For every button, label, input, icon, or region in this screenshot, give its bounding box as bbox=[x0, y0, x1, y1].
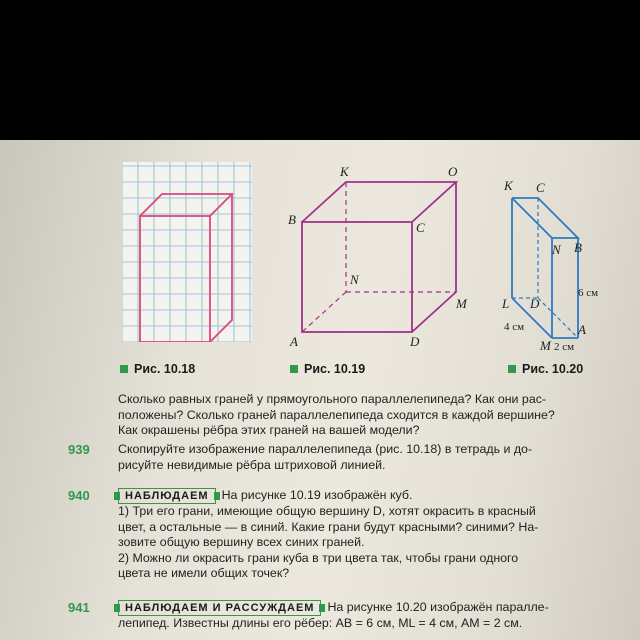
vertex-a: A bbox=[290, 334, 298, 349]
vertex-n: N bbox=[350, 272, 359, 287]
badge-observe-reason: НАБЛЮДАЕМ И РАССУЖДАЕМ bbox=[118, 600, 321, 616]
caption-10-19: Рис. 10.19 bbox=[290, 362, 365, 376]
caption-marker-icon bbox=[120, 365, 128, 373]
task-940-text: НАБЛЮДАЕМ На рисунке 10.19 изображён куб. 1) Три его грани, имеющие общую вершину D, хотят окрасить в красный цвет, а остальные — в синий. Какие грани будут красными? синими? На- зовите общую вершину всех синих граней. 2) Можно ли окрасить грани куба в три цвета так, чтобы грани одного цвета не имели общих точек? bbox=[118, 488, 539, 580]
vertex-n: N bbox=[552, 242, 561, 257]
edge-ab-length: 6 см bbox=[578, 287, 599, 299]
figure-10-18 bbox=[122, 162, 252, 342]
vertex-o: O bbox=[448, 164, 458, 179]
vertex-b: B bbox=[574, 240, 582, 255]
vertex-b: B bbox=[288, 212, 296, 227]
vertex-m: M bbox=[456, 296, 467, 311]
task-940-number: 940 bbox=[68, 488, 90, 503]
vertex-c: C bbox=[536, 180, 545, 195]
task-939-text: Скопируйте изображение параллелепипеда (рис. 10.18) в тетрадь и до- рисуйте невидимые рёбра штриховой линией. bbox=[118, 442, 533, 472]
caption-10-18: Рис. 10.18 bbox=[120, 362, 195, 376]
caption-marker-icon bbox=[290, 365, 298, 373]
intro-question: Сколько равных граней у прямоугольного параллелепипеда? Как они рас- положены? Сколько граней параллелепипеда сходится в каждой вершине? Как окрашены рёбра этих граней на вашей модели? bbox=[118, 392, 555, 437]
vertex-k: K bbox=[504, 178, 513, 193]
task-941-text: НАБЛЮДАЕМ И РАССУЖДАЕМ На рисунке 10.20 изображён паралле- лепипед. Известны длины его рёбер: AB = 6 см, ML = 4 см, AM = 2 см. bbox=[118, 600, 549, 630]
edge-ml-length: 4 см bbox=[504, 321, 525, 333]
vertex-m: M bbox=[540, 338, 551, 350]
task-941-number: 941 bbox=[68, 600, 90, 615]
vertex-d: D bbox=[530, 296, 540, 311]
edge-am-length: 2 см bbox=[554, 341, 575, 350]
figure-10-20-parallelepiped bbox=[500, 170, 620, 350]
vertex-a: A bbox=[578, 322, 586, 337]
vertex-d: D bbox=[410, 334, 420, 349]
vertex-l: L bbox=[502, 296, 510, 311]
caption-10-20: Рис. 10.20 bbox=[508, 362, 583, 376]
badge-observe: НАБЛЮДАЕМ bbox=[118, 488, 216, 504]
figure-10-19-cube bbox=[280, 160, 480, 350]
vertex-k: K bbox=[340, 164, 349, 179]
caption-marker-icon bbox=[508, 365, 516, 373]
vertex-c: C bbox=[416, 220, 425, 235]
task-939-number: 939 bbox=[68, 442, 90, 457]
textbook-page bbox=[0, 140, 640, 640]
